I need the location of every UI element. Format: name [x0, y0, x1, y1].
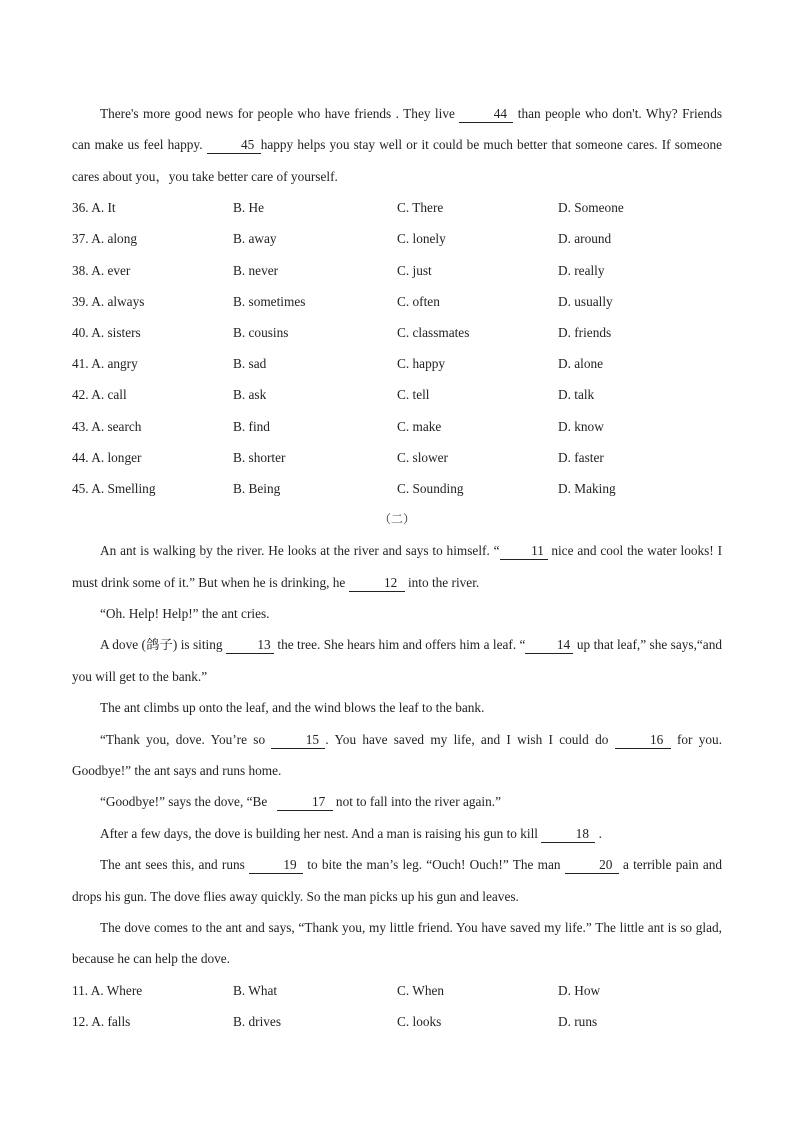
option-row-38 [72, 255, 722, 286]
blank-13: 13 [226, 637, 274, 654]
option-b: B. find [233, 418, 270, 434]
option-a: 42. A. call [72, 387, 127, 403]
story-text: After a few days, the dove is building her nest. And a man is raising his gun to kill [100, 825, 538, 841]
option-d: D. really [558, 262, 605, 278]
blank-12: 12 [349, 575, 405, 592]
story-text: to bite the man’s leg. “Ouch! Ouch!” The man [307, 857, 561, 873]
option-d: D. know [558, 418, 604, 434]
option-d: D. talk [558, 387, 595, 403]
story-paragraph-4 [72, 692, 722, 723]
option-row-11 [72, 975, 722, 1006]
option-c: C. lonely [397, 231, 446, 247]
blank-16: 16 [615, 732, 671, 749]
option-d: D. usually [558, 293, 613, 309]
option-a: 12. A. falls [72, 1013, 131, 1029]
option-c: C. Sounding [397, 480, 464, 496]
story-text: The ant climbs up onto the leaf, and the wind blows the leaf to the bank. [100, 700, 485, 716]
story-text: for you. Goodbye!” the ant says and runs home. [72, 731, 723, 778]
blank-14: 14 [525, 637, 573, 654]
story-paragraph-3 [72, 629, 722, 692]
option-d: D. How [558, 982, 601, 998]
option-c: C. often [397, 293, 440, 309]
option-d: D. Making [558, 480, 616, 496]
story-text: up that leaf,” she says,“and you will get to the bank.” [72, 637, 722, 684]
option-a: 41. A. angry [72, 356, 138, 372]
option-b: B. sometimes [233, 293, 306, 309]
option-d: D. friends [558, 324, 612, 340]
story-text: the tree. She hears him and offers him a leaf. “ [277, 637, 526, 653]
option-a: 39. A. always [72, 293, 145, 309]
option-d: D. faster [558, 449, 604, 465]
story-text: not to fall into the river again.” [335, 794, 501, 810]
story-text: a terrible pain and drops his gun. The dove flies away quickly. So the man picks up his gun and leaves. [72, 857, 723, 904]
option-row-44 [72, 442, 722, 473]
option-b: B. shorter [233, 449, 286, 465]
option-row-40 [72, 317, 722, 348]
blank-45: 45 [207, 137, 261, 154]
passage-text: Friends can make us feel happy. [72, 106, 723, 153]
option-b: B. Being [233, 480, 281, 496]
blank-44: 44 [459, 106, 513, 123]
passage-text: happy helps you stay well or it could be much better that someone cares. [260, 137, 658, 153]
option-b: B. away [233, 231, 277, 247]
story-paragraph-7 [72, 818, 722, 849]
story-paragraph-9 [72, 912, 722, 975]
story-paragraph-8 [72, 849, 722, 912]
option-c: C. looks [397, 1013, 442, 1029]
option-d: D. around [558, 231, 612, 247]
story-text: A dove (鸽子) is siting [100, 637, 223, 653]
option-b: B. drives [233, 1013, 282, 1029]
blank-11: 11 [500, 543, 548, 560]
options-list-2 [72, 975, 722, 1037]
passage-text: If someone cares about you，you take better care of yourself. [72, 137, 723, 184]
passage-text: than people who don't. Why? [517, 106, 678, 121]
option-c: C. There [397, 200, 444, 216]
option-d: D. runs [558, 1013, 598, 1029]
option-b: B. What [233, 982, 278, 998]
story-text: “Thank you, dove. You’re so [100, 731, 266, 747]
story-paragraph-5 [72, 724, 722, 787]
option-a: 40. A. sisters [72, 324, 141, 340]
option-c: C. classmates [397, 324, 470, 340]
option-d: D. Someone [558, 200, 624, 216]
option-a: 43. A. search [72, 418, 142, 434]
story-text: . [598, 825, 602, 841]
option-a: 37. A. along [72, 231, 138, 247]
option-row-42 [72, 379, 722, 410]
options-list-1 [72, 192, 722, 504]
option-c: C. make [397, 418, 442, 434]
option-c: C. When [397, 982, 445, 998]
option-row-36 [72, 192, 722, 223]
story-text: An ant is walking by the river. He looks at the river and says to himself. “ [100, 543, 500, 559]
option-row-45 [72, 473, 722, 504]
option-a: 38. A. ever [72, 262, 131, 278]
passage-text: There's more good news for people who have friends . They live [100, 106, 455, 121]
blank-19: 19 [249, 857, 303, 874]
blank-20: 20 [565, 857, 619, 874]
option-b: B. ask [233, 387, 267, 403]
story-text: “Oh. Help! Help!” the ant cries. [100, 605, 270, 621]
story-paragraph-6 [72, 786, 722, 817]
option-b: B. cousins [233, 324, 289, 340]
option-b: B. sad [233, 356, 267, 372]
option-c: C. tell [397, 387, 430, 403]
story-text: into the river. [407, 574, 480, 590]
exam-page [72, 98, 722, 1037]
option-b: B. never [233, 262, 279, 278]
section-heading: （二） [378, 512, 415, 527]
story-text: “Goodbye!” says the dove, “Be [100, 794, 268, 810]
story-text: The dove comes to the ant and says, “Thank you, my little friend. You have saved my life.” The little ant is so glad, because he can help the dove. [72, 919, 722, 967]
story-text: nice and cool the water looks! I must drink some of it.” But when he is drinking, he [72, 543, 722, 590]
blank-18: 18 [541, 826, 595, 843]
option-c: C. slower [397, 449, 448, 465]
story-paragraph-2 [72, 598, 722, 629]
story-text: The ant sees this, and runs [100, 857, 245, 873]
option-a: 11. A. Where [72, 982, 143, 998]
option-b: B. He [233, 200, 265, 216]
story-text: . You have saved my life, and I wish I could do [325, 731, 609, 747]
option-row-12 [72, 1006, 722, 1037]
passage1-paragraph [72, 98, 722, 192]
option-a: 45. A. Smelling [72, 480, 156, 496]
option-d: D. alone [558, 356, 604, 372]
blank-17: 17 [277, 794, 333, 811]
option-a: 36. A. It [72, 200, 116, 216]
option-row-43 [72, 411, 722, 442]
option-row-37 [72, 223, 722, 254]
option-c: C. happy [397, 356, 446, 372]
option-row-41 [72, 348, 722, 379]
option-row-39 [72, 286, 722, 317]
option-c: C. just [397, 262, 432, 278]
option-a: 44. A. longer [72, 449, 142, 465]
blank-15: 15 [271, 732, 325, 749]
story-paragraph-1 [72, 535, 722, 598]
